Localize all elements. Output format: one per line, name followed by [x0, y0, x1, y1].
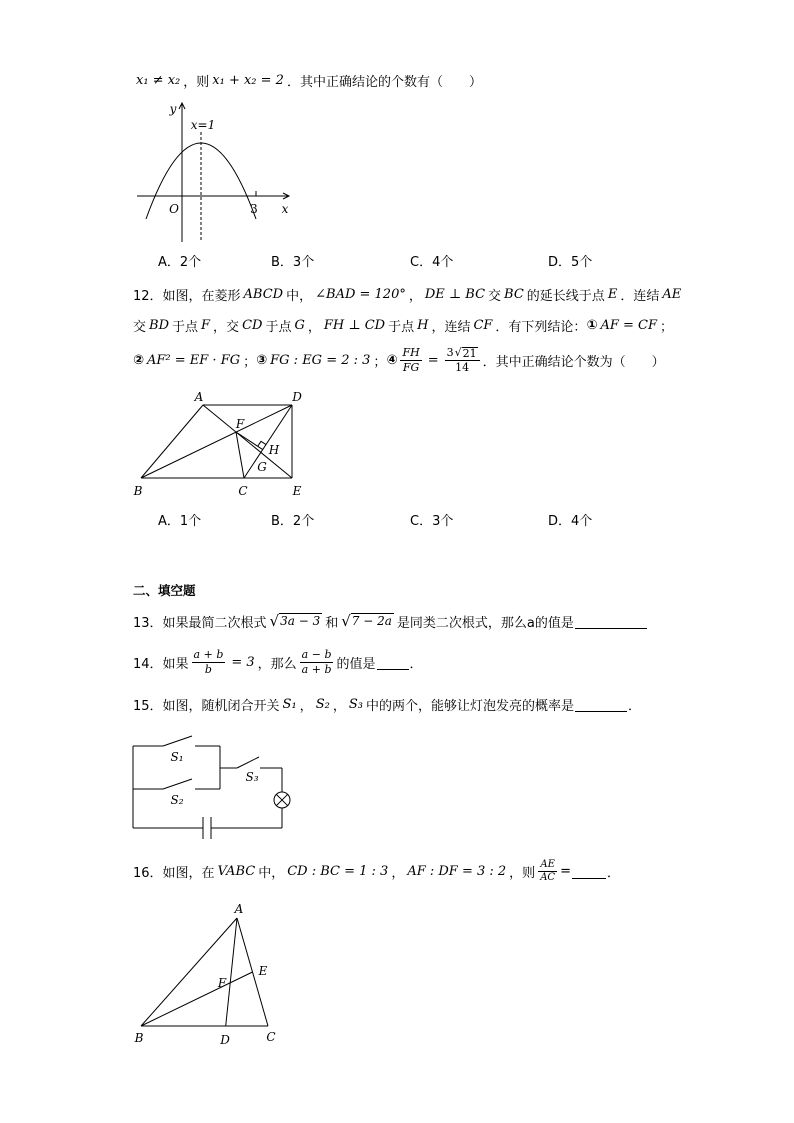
radicand: 21 — [462, 346, 477, 360]
stem-text: ； — [373, 354, 387, 370]
math-e: E — [607, 286, 618, 302]
fraction-numerator: AE — [538, 859, 557, 872]
radical-3a-minus-3 — [270, 612, 323, 630]
fraction-3-sqrt21-over-14 — [445, 346, 480, 375]
point-label-f: F — [235, 417, 245, 431]
math-equals: = — [560, 863, 571, 879]
q11-option-c: C．4个 — [410, 255, 454, 270]
stem-text: 中， — [286, 288, 313, 304]
point-label-b: B — [134, 1031, 144, 1045]
math-equals-3: = 3 — [231, 654, 255, 670]
segment-ad — [226, 918, 237, 1026]
math-de-perp-bc: DE ⊥ BC — [424, 286, 486, 302]
stem-text: ，那么 — [257, 656, 297, 672]
stem-text: ， — [391, 865, 405, 881]
circled-number-4: ④ — [386, 352, 398, 368]
radicand: 3a − 3 — [280, 614, 321, 628]
switch-s1-label: S₁ — [170, 750, 184, 764]
stem-text: ，连结 — [431, 319, 471, 335]
switch-s2-label: S₂ — [170, 793, 184, 807]
q12-option-a: A．1个 — [158, 514, 202, 529]
segment-ab — [141, 405, 203, 478]
coefficient: 3 — [446, 345, 454, 359]
switch-s3-lever — [237, 757, 259, 768]
stem-text: ． — [606, 865, 620, 881]
segment-be — [141, 972, 253, 1026]
q12-stem-line2 — [133, 315, 673, 335]
stem-text: ，则 — [183, 74, 210, 90]
math-bd: BD — [149, 317, 169, 333]
q13-stem — [133, 609, 648, 633]
stem-text: 是同类二次根式，那么a的值是 — [396, 615, 574, 631]
q11-parabola-graph — [130, 98, 295, 248]
point-label-c: C — [266, 1030, 276, 1044]
circled-number-2: ② — [133, 352, 145, 368]
stem-text: ． — [627, 698, 641, 714]
answer-blank — [575, 614, 647, 629]
fraction-fh-over-fg — [400, 346, 421, 375]
q11-option-a: A．2个 — [158, 255, 202, 270]
stem-text: ．其中正确结论个数为（ ） — [482, 354, 665, 370]
math-g: G — [294, 317, 305, 333]
math-ae: AE — [662, 286, 682, 302]
stem-text: 12．如图，在菱形 — [133, 288, 241, 304]
segment-cf — [236, 432, 244, 478]
segment-fh — [236, 432, 263, 450]
point-label-e: E — [292, 484, 302, 498]
origin-label: O — [169, 202, 179, 216]
answer-blank — [572, 864, 606, 879]
q14-stem — [133, 644, 423, 680]
point-label-h: H — [268, 443, 280, 457]
stem-text: 交 — [133, 319, 147, 335]
math-s2: S₂ — [315, 696, 330, 712]
point-label-d: D — [220, 1033, 230, 1047]
math-af-df-ratio: AF : DF = 3 : 2 — [407, 863, 507, 879]
math-f: F — [201, 317, 211, 333]
stem-text: ．连结 — [620, 288, 660, 304]
math-s1: S₁ — [282, 696, 297, 712]
math-x1-neq-x2: x₁ ≠ x₂ — [136, 72, 181, 88]
stem-text: ， — [408, 288, 422, 304]
q12-stem-line3 — [133, 342, 665, 378]
stem-text: ．有下列结论： — [495, 319, 587, 335]
fraction-numerator: a + b — [193, 647, 224, 661]
section-title: 二、填空题 — [133, 583, 196, 598]
math-angle-bad: ∠BAD = 120° — [315, 286, 406, 302]
fraction-numerator — [445, 346, 480, 361]
stem-text: 和 — [325, 615, 339, 631]
q16-triangle-figure — [130, 900, 285, 1050]
math-af-squared: AF² = EF · FG — [147, 352, 241, 368]
point-label-e: E — [258, 964, 268, 978]
math-cd: CD — [242, 317, 263, 333]
math-bc: BC — [504, 286, 524, 302]
tick-label-3: 3 — [250, 202, 258, 216]
stem-text: 交 — [488, 288, 502, 304]
stem-text: 于点 — [172, 319, 199, 335]
stem-text: ， — [307, 319, 321, 335]
stem-text: ，交 — [213, 319, 240, 335]
math-abcd: ABCD — [243, 286, 284, 302]
q12-option-d: D．4个 — [548, 514, 593, 529]
stem-text: 15．如图，随机闭合开关 — [133, 698, 280, 714]
stem-text: ； — [660, 319, 674, 335]
q12-option-b: B．2个 — [271, 514, 315, 529]
stem-text: ， — [332, 698, 346, 714]
answer-blank — [377, 655, 409, 670]
fraction-denominator: 14 — [455, 360, 470, 374]
q15-circuit-diagram — [125, 735, 295, 845]
q11-option-d: D．5个 — [548, 255, 593, 270]
math-x1-plus-x2-eq-2: x₁ + x₂ = 2 — [212, 72, 284, 88]
point-label-d: D — [292, 390, 302, 404]
point-label-b: B — [133, 484, 143, 498]
fraction-denominator: FG — [402, 360, 420, 374]
point-label-g: G — [257, 460, 267, 474]
y-axis-label: y — [169, 102, 177, 116]
switch-s2-lever — [163, 779, 192, 789]
stem-text: 13．如果最简二次根式 — [133, 615, 267, 631]
math-triangle-abc: VABC — [217, 863, 256, 879]
q16-stem — [133, 853, 620, 889]
fraction-a-plus-b-over-b — [192, 648, 226, 677]
x-axis-label: x — [281, 202, 289, 216]
math-af-eq-cf: AF = CF — [600, 317, 657, 333]
q11-stem-tail — [133, 70, 482, 90]
stem-text: 中， — [258, 865, 285, 881]
point-label-a: A — [234, 902, 244, 916]
stem-text: ，则 — [509, 865, 536, 881]
q12-stem-line1 — [133, 284, 684, 304]
symmetry-line-label: x=1 — [190, 118, 216, 132]
stem-text: 16．如图，在 — [133, 865, 215, 881]
math-s3: S₃ — [348, 696, 363, 712]
point-label-f: F — [217, 976, 227, 990]
sqrt-sign: √ — [341, 612, 351, 630]
circled-number-3: ③ — [256, 352, 268, 368]
q12-rhombus-figure — [130, 385, 305, 500]
fraction-a-minus-b-over-a-plus-b — [300, 648, 334, 677]
answer-blank — [575, 697, 627, 712]
fraction-numerator: a − b — [301, 647, 332, 661]
math-cd-bc-ratio: CD : BC = 1 : 3 — [287, 863, 389, 879]
math-fh-perp-cd: FH ⊥ CD — [323, 317, 386, 333]
sqrt-sign: √ — [269, 612, 280, 630]
math-fg-eg-ratio: FG : EG = 2 : 3 — [270, 352, 371, 368]
radicand: 7 − 2a — [351, 614, 392, 628]
circled-number-1: ① — [586, 317, 598, 333]
fraction-denominator: AC — [540, 871, 556, 883]
stem-text: ．其中正确结论的个数有（ ） — [286, 74, 482, 90]
stem-text: 的延长线于点 — [526, 288, 605, 304]
math-h: H — [417, 317, 429, 333]
q12-option-c: C．3个 — [410, 514, 454, 529]
segment-ab — [141, 918, 237, 1026]
q15-stem — [133, 694, 641, 714]
stem-text: 中的两个，能够让灯泡发亮的概率是 — [365, 698, 574, 714]
fraction-numerator: FH — [402, 345, 420, 359]
stem-text: 于点 — [388, 319, 415, 335]
switch-s3-label: S₃ — [245, 770, 259, 784]
fraction-denominator: b — [204, 662, 212, 676]
stem-text: ． — [409, 656, 423, 672]
stem-text: 14．如果 — [133, 656, 189, 672]
point-label-a: A — [194, 390, 204, 404]
stem-text: ， — [299, 698, 313, 714]
stem-text: 于点 — [265, 319, 292, 335]
stem-text: ； — [243, 354, 257, 370]
q11-option-b: B．3个 — [271, 255, 315, 270]
radical-7-minus-2a — [341, 612, 394, 630]
stem-text: 的值是 — [336, 656, 376, 672]
switch-s1-lever — [163, 736, 192, 746]
math-cf: CF — [473, 317, 493, 333]
sqrt-sign: √ — [454, 345, 462, 359]
point-label-c: C — [238, 484, 248, 498]
math-equals: = — [427, 352, 439, 368]
fraction-ae-over-ac — [538, 859, 557, 884]
fraction-denominator: a + b — [301, 662, 332, 676]
